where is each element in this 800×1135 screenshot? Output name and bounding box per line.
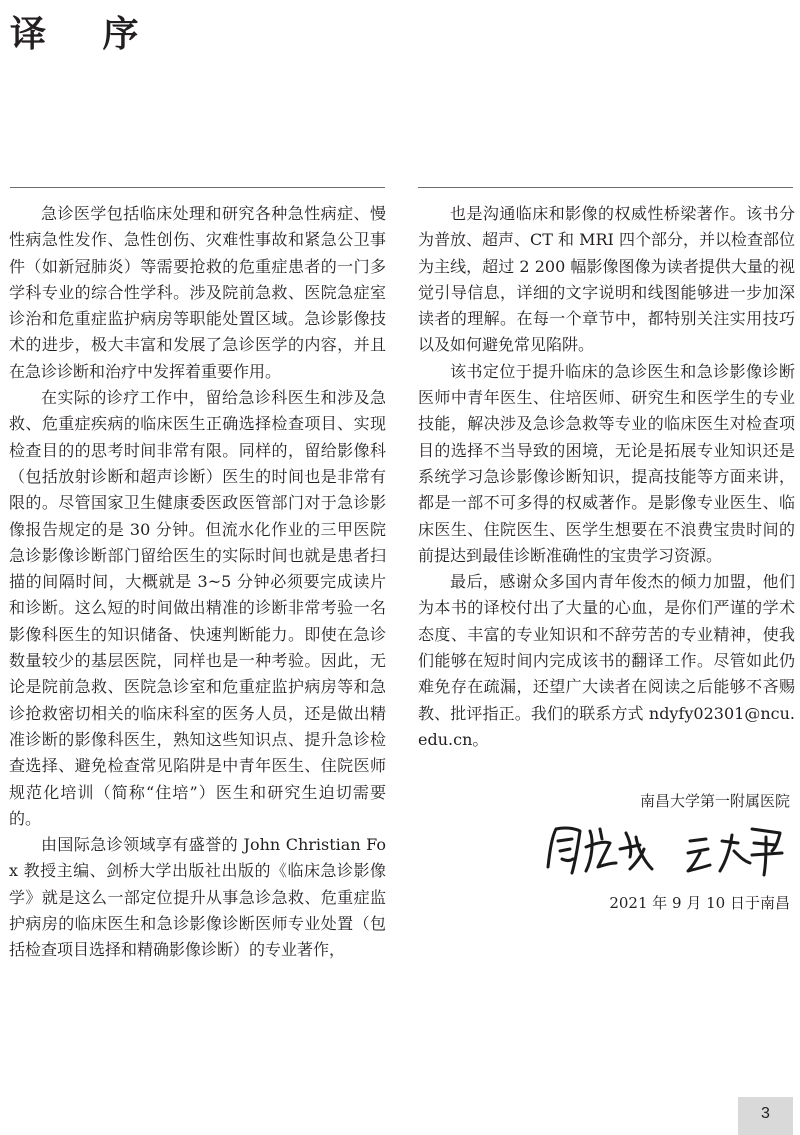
left-column <box>9 201 386 964</box>
right-column <box>418 201 795 753</box>
handwritten-signatures-icon <box>430 819 790 881</box>
paragraph: 最后，感谢众多国内青年俊杰的倾力加盟，他们为本书的译校付出了大量的心血，是你们严谨的学术态度、丰富的专业知识和不辞劳苦的专业精神，使我们能够在短时间内完成该书的翻译工作。尽管如此仍难免存在疏漏，还望广大读者在阅读之后能够不吝赐教、批评指正。我们的联系方式 ndyfy02301@ncu.edu.cn。 <box>418 572 795 749</box>
page-number: 3 <box>761 1105 770 1122</box>
paragraph: 该书定位于提升临床的急诊医生和急诊影像诊断医师中青年医生、住培医师、研究生和医学生的专业技能，解决涉及急诊急救等专业的临床医生对检查项目的选择不当导致的困境，无论是拓展专业知识还是系统学习急诊影像诊断知识，提高技能等方面来讲，都是一部不可多得的权威著作。是影像专业医生、临床医生、住院医生、医学生想要在不浪费宝贵时间的前提达到最佳诊断准确性的宝贵学习资源。 <box>418 361 795 565</box>
right-header-rule <box>418 187 793 188</box>
left-header-rule <box>10 187 385 188</box>
signature-block <box>430 789 790 915</box>
signature-date: 2021 年 9 月 10 日于南昌 <box>609 894 790 912</box>
page-number-box <box>738 1097 793 1135</box>
paragraph: 在实际的诊疗工作中，留给急诊科医生和涉及急救、危重症疾病的临床医生正确选择检查项目、实现检查目的的思考时间非常有限。同样的，留给影像科（包括放射诊断和超声诊断）医生的时间也是非常有限的。尽管国家卫生健康委医政医管部门对于急诊影像报告规定的是 30 分钟。但流水化作业的三甲医院急诊影像诊断部门留给医生的实际时间也就是患者扫描的间隔时间，大概就是 3~5 分钟必须要完成读片和诊断。这么短的时间做出精准的诊断非常考验一名影像科医生的知识储备、快速判断能力。即使在急诊数量较少的基层医院，同样也是一种考验。因此，无论是院前急救、医院急诊室和危重症监护病房等和急诊抢救密切相关的临床科室的医务人员，还是做出精准诊断的影像科医生，熟知这些知识点、提升急诊检查选择、避免检查常见陷阱是中青年医生、住院医师规范化培训（简称“住培”）医生和研究生迫切需要的。 <box>9 388 386 828</box>
paragraph: 由国际急诊领域享有盛誉的 John Christian Fox 教授主编、剑桥大学出版社出版的《临床急诊影像学》就是这么一部定位提升从事急诊急救、危重症监护病房的临床医生和急诊影像诊断医师专业处置（包括检查项目选择和精确影像诊断）的专业著作， <box>9 835 386 960</box>
hospital-name: 南昌大学第一附属医院 <box>639 792 790 810</box>
paragraph: 也是沟通临床和影像的权威性桥梁著作。该书分为普放、超声、CT 和 MRI 四个部分，并以检查部位为主线，超过 2 200 幅影像图像为读者提供大量的视觉引导信息，详细的文字说明和线图能够进一步加深读者的理解。在每一个章节中，都特别关注实用技巧以及如何避免常见陷阱。 <box>418 204 795 355</box>
paragraph: 急诊医学包括临床处理和研究各种急性病症、慢性病急性发作、急性创伤、灾难性事故和紧急公卫事件（如新冠肺炎）等需要抢救的危重症患者的一门多学科专业的综合性学科。涉及院前急救、医院急症室诊治和危重症监护病房等职能处置区域。急诊影像技术的进步，极大丰富和发展了急诊医学的内容，并且在急诊诊断和治疗中发挥着重要作用。 <box>9 204 386 381</box>
page-title: 译 序 <box>10 14 161 55</box>
